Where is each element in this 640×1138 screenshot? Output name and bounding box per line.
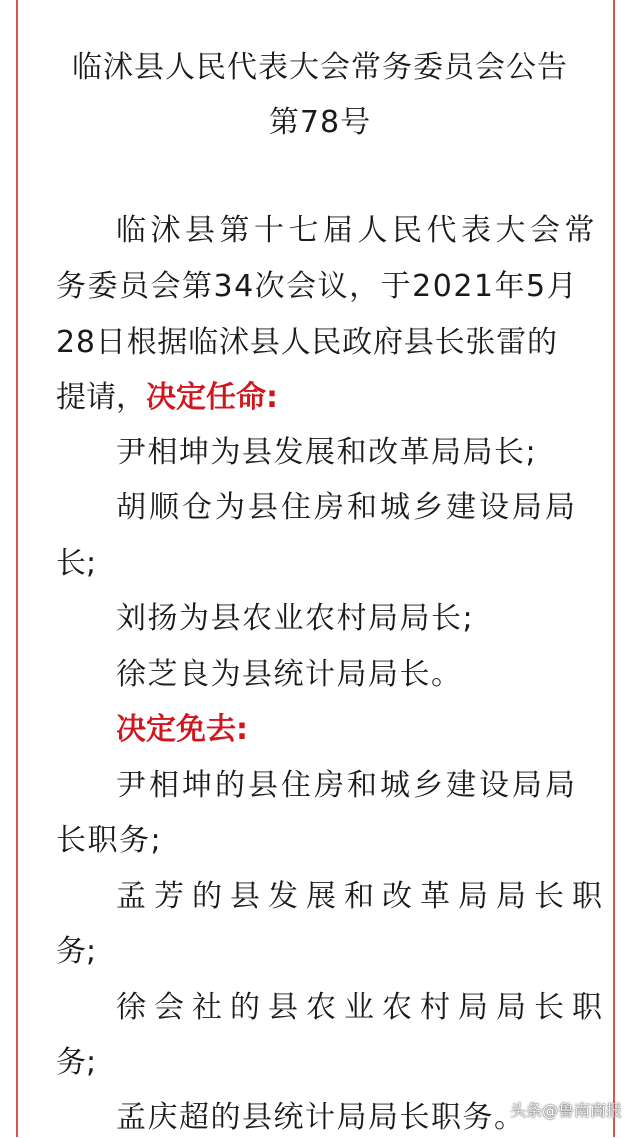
dismissal-item: 务; — [56, 1045, 97, 1080]
appoint-heading: 决定任命: — [146, 380, 278, 415]
dismissal-item: 尹相坤的县住房和城乡建设局局 — [116, 768, 578, 803]
appointment-item: 徐芝良为县统计局局长。 — [116, 657, 463, 692]
notice-number: 第78号 — [268, 105, 372, 140]
intro-line-3: 28日根据临沭县人民政府县长张雷的 — [56, 325, 558, 360]
intro-line-2: 务委员会第34次会议，于2021年5月 — [56, 269, 579, 304]
dismissal-item: 孟芳的县发展和改革局局长职 — [116, 879, 610, 914]
appointment-item: 刘扬为县农业农村局局长; — [116, 601, 475, 636]
appointment-item: 胡顺仓为县住房和城乡建设局局 — [116, 490, 578, 525]
appointment-item: 长; — [56, 546, 97, 581]
dismiss-heading: 决定免去: — [116, 712, 248, 747]
watermark: 头条@鲁南商报 — [510, 1101, 623, 1120]
dismissal-item: 长职务; — [56, 823, 163, 858]
intro-line-1: 临沭县第十七届人民代表大会常 — [116, 213, 599, 248]
intro-line-4 — [56, 378, 278, 418]
notice-title: 临沭县人民代表大会常务委员会公告 — [72, 50, 568, 85]
intro-prefix: 提请， — [56, 380, 146, 415]
dismissal-item: 务; — [56, 934, 97, 969]
right-border-line — [613, 0, 615, 1137]
appointment-item: 尹相坤为县发展和改革局局长; — [116, 435, 538, 470]
dismissal-item: 徐会社的县农业农村局局长职 — [116, 990, 610, 1025]
left-border-line — [16, 0, 18, 1137]
dismissal-item: 孟庆超的县统计局局长职务。 — [116, 1100, 526, 1135]
